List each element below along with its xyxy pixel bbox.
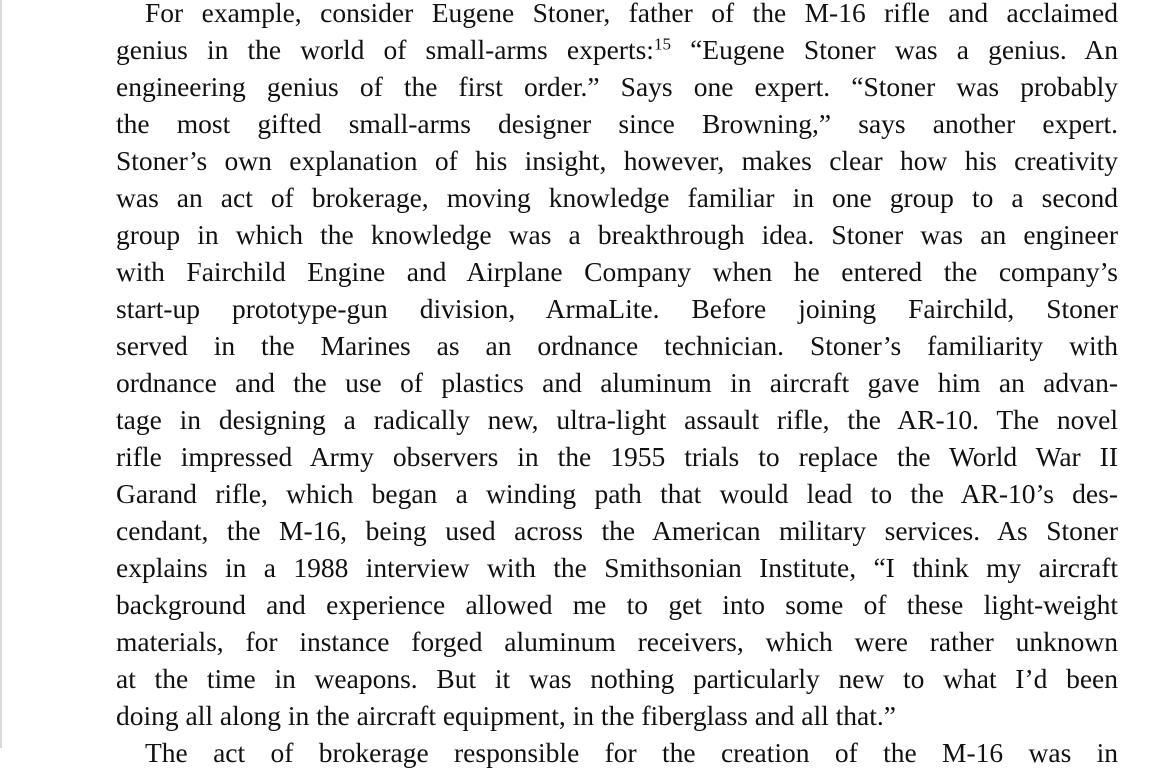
next-paragraph-partial-line: The act of brokerage responsible for the creation of the M-16 was in xyxy=(145,737,1118,768)
text-line: background and experience allowed me to get into some of these light-weight xyxy=(116,589,1118,620)
text-span: genius in the world of small-arms experts: xyxy=(116,34,654,65)
text-line: doing all along in the aircraft equipment, in the fiberglass and all that.” xyxy=(116,700,896,731)
text-line: Garand rifle, which began a winding path that would lead to the AR-10’s des- xyxy=(116,478,1118,509)
text-line: group in which the knowledge was a breakthrough idea. Stoner was an engineer xyxy=(116,219,1118,250)
footnote-reference[interactable]: 15 xyxy=(653,34,671,54)
text-line: cendant, the M-16, being used across the American military services. As Stoner xyxy=(116,515,1118,546)
text-line: rifle impressed Army observers in the 1955 trials to replace the World War II xyxy=(116,441,1118,472)
text-line: tage in designing a radically new, ultra-light assault rifle, the AR-10. The novel xyxy=(116,404,1118,435)
text-span: “Eugene Stoner was a genius. An xyxy=(670,34,1118,65)
text-line: served in the Marines as an ordnance technician. Stoner’s familiarity with xyxy=(116,330,1118,361)
text-line: ordnance and the use of plastics and aluminum in aircraft gave him an advan- xyxy=(116,367,1118,398)
text-line: with Fairchild Engine and Airplane Company when he entered the company’s xyxy=(116,256,1118,287)
text-line: materials, for instance forged aluminum receivers, which were rather unknown xyxy=(116,626,1118,657)
text-line: explains in a 1988 interview with the Smithsonian Institute, “I think my aircraft xyxy=(116,552,1118,583)
text-line xyxy=(116,31,1118,68)
page-left-border xyxy=(0,0,2,748)
body-text xyxy=(116,0,1118,771)
text-line: was an act of brokerage, moving knowledge familiar in one group to a second xyxy=(116,182,1118,213)
text-line: engineering genius of the first order.” Says one expert. “Stoner was probably xyxy=(116,71,1118,102)
text-line: start-up prototype-gun division, ArmaLite. Before joining Fairchild, Stoner xyxy=(116,293,1118,324)
text-line: Stoner’s own explanation of his insight, however, makes clear how his creativity xyxy=(116,145,1118,176)
text-line: at the time in weapons. But it was nothing particularly new to what I’d been xyxy=(116,663,1118,694)
text-line: For example, consider Eugene Stoner, father of the M-16 rifle and acclaimed xyxy=(145,0,1118,28)
text-line: the most gifted small-arms designer since Browning,” says another expert. xyxy=(116,108,1118,139)
